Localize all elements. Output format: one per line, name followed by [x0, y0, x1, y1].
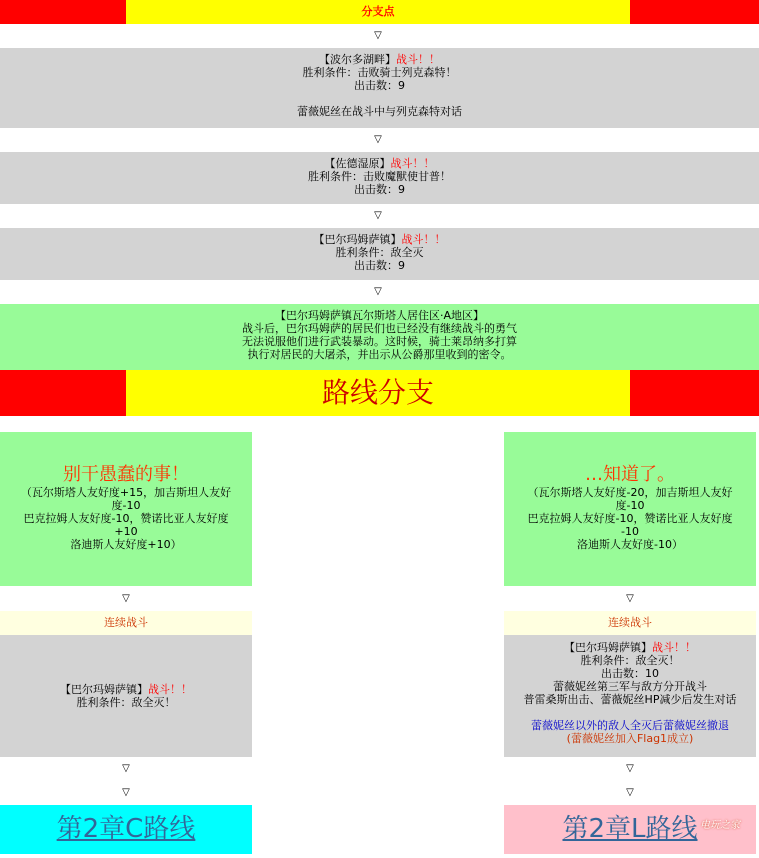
header-red-left: [0, 0, 126, 24]
sortie-count: 出击数：10: [601, 667, 659, 680]
affinity-line: 洛迪斯人友好度+10）: [70, 538, 182, 551]
branch-red-left: [0, 370, 126, 416]
down-arrow-icon: ▽: [626, 763, 634, 774]
down-arrow-icon: ▽: [626, 593, 634, 604]
battle-note: 蕾薇妮丝在战斗中与列克森特对话: [297, 105, 462, 118]
continuous-battle-label: 连续战斗: [608, 616, 652, 629]
event-panel: [0, 304, 759, 370]
affinity-line: 度-10: [615, 499, 645, 512]
victory-condition: 胜利条件：敌全灭: [335, 246, 424, 259]
down-arrow-icon: ▽: [122, 593, 130, 604]
down-arrow-icon: ▽: [122, 763, 130, 774]
route-c-box: [0, 805, 252, 854]
choice-panel-right[interactable]: [504, 432, 756, 586]
victory-condition: 胜利条件：敌全灭！: [76, 696, 176, 709]
down-arrow-icon: ▽: [374, 210, 382, 221]
sortie-count: 出击数：9: [354, 183, 405, 196]
battle-label: 战斗！！: [396, 53, 440, 66]
affinity-line: 度-10: [111, 499, 141, 512]
down-arrow-icon: ▽: [374, 30, 382, 41]
down-arrow-icon: ▽: [374, 286, 382, 297]
sortie-count: 出击数：9: [354, 259, 405, 272]
affinity-line: -10: [621, 525, 639, 538]
choice-title: 别干愚蠢的事！: [63, 464, 189, 485]
route-branch-header: [0, 370, 759, 416]
continuous-battle-left: [0, 611, 252, 635]
event-line: 战斗后，巴尔玛姆萨的居民们也已经没有继续战斗的勇气: [242, 322, 517, 335]
battle-label: 战斗！！: [652, 641, 696, 654]
affinity-line: （瓦尔斯塔人友好度-20，加吉斯坦人友好: [527, 486, 733, 499]
continuous-battle-label: 连续战斗: [104, 616, 148, 629]
affinity-line: 洛迪斯人友好度-10）: [577, 538, 683, 551]
battle-panel-right: [504, 635, 756, 757]
route-c-link[interactable]: 第2章C路线: [56, 814, 196, 844]
choice-title: …知道了。: [585, 464, 675, 485]
event-title: 【巴尔玛姆萨镇瓦尔斯塔人居住区·A地区】: [274, 309, 485, 322]
affinity-line: 巴克拉姆人友好度-10，赞诺比亚人友好度: [23, 512, 229, 525]
watermark-text: 电玩之家: [700, 820, 740, 831]
header-red-right: [630, 0, 759, 24]
event-line: 无法说服他们进行武装暴动。这时候，骑士莱昂纳多打算: [242, 335, 517, 348]
battle-panel-zod: [0, 152, 759, 204]
affinity-line: +10: [114, 525, 138, 538]
watermark: [700, 818, 756, 834]
event-line: 执行对居民的大屠杀，并出示从公爵那里收到的密令。: [247, 348, 512, 361]
flag-note: 蕾薇妮丝以外的敌人全灭后蕾薇妮丝撤退: [531, 719, 729, 732]
battle-location: 【巴尔玛姆萨镇】: [313, 233, 402, 246]
battle-panel-bordeaux: [0, 48, 759, 128]
branch-point-label: 分支点: [361, 5, 395, 18]
header-yellow-center: [126, 0, 630, 24]
victory-condition: 胜利条件：击败魔獸使甘普！: [308, 170, 451, 183]
branch-point-header: [0, 0, 759, 24]
sortie-count: 出击数：9: [354, 79, 405, 92]
route-branch-label: 路线分支: [321, 376, 434, 409]
flag-note: (蕾薇妮丝加入Flag1成立): [566, 732, 694, 745]
battle-panel-balmamusa: [0, 228, 759, 280]
down-arrow-icon: ▽: [374, 134, 382, 145]
battle-label: 战斗！！: [390, 157, 435, 170]
battle-location: 【佐德湿原】: [324, 157, 391, 170]
battle-note: 蕾薇妮丝第三军与敌方分开战斗: [553, 680, 707, 693]
affinity-line: （瓦尔斯塔人友好度+15，加吉斯坦人友好: [20, 486, 232, 499]
choice-panel-left[interactable]: [0, 432, 252, 586]
victory-condition: 胜利条件：敌全灭！: [580, 654, 680, 667]
battle-note: 普雷桑斯出击、蕾薇妮丝HP减少后发生对话: [523, 693, 737, 706]
down-arrow-icon: ▽: [626, 787, 634, 798]
battle-label: 战斗！！: [148, 683, 192, 696]
battle-panel-left: [0, 635, 252, 757]
down-arrow-icon: ▽: [122, 787, 130, 798]
continuous-battle-right: [504, 611, 756, 635]
battle-location: 【波尔多湖畔】: [319, 53, 396, 66]
battle-location: 【巴尔玛姆萨镇】: [60, 683, 148, 696]
victory-condition: 胜利条件：击败骑士列克森特！: [302, 66, 457, 79]
branch-red-right: [630, 370, 759, 416]
affinity-line: 巴克拉姆人友好度-10，赞诺比亚人友好度: [527, 512, 733, 525]
battle-location: 【巴尔玛姆萨镇】: [564, 641, 652, 654]
battle-label: 战斗！！: [401, 233, 446, 246]
route-l-link[interactable]: 第2章L路线: [562, 814, 698, 844]
branch-yellow-center: [126, 370, 630, 416]
